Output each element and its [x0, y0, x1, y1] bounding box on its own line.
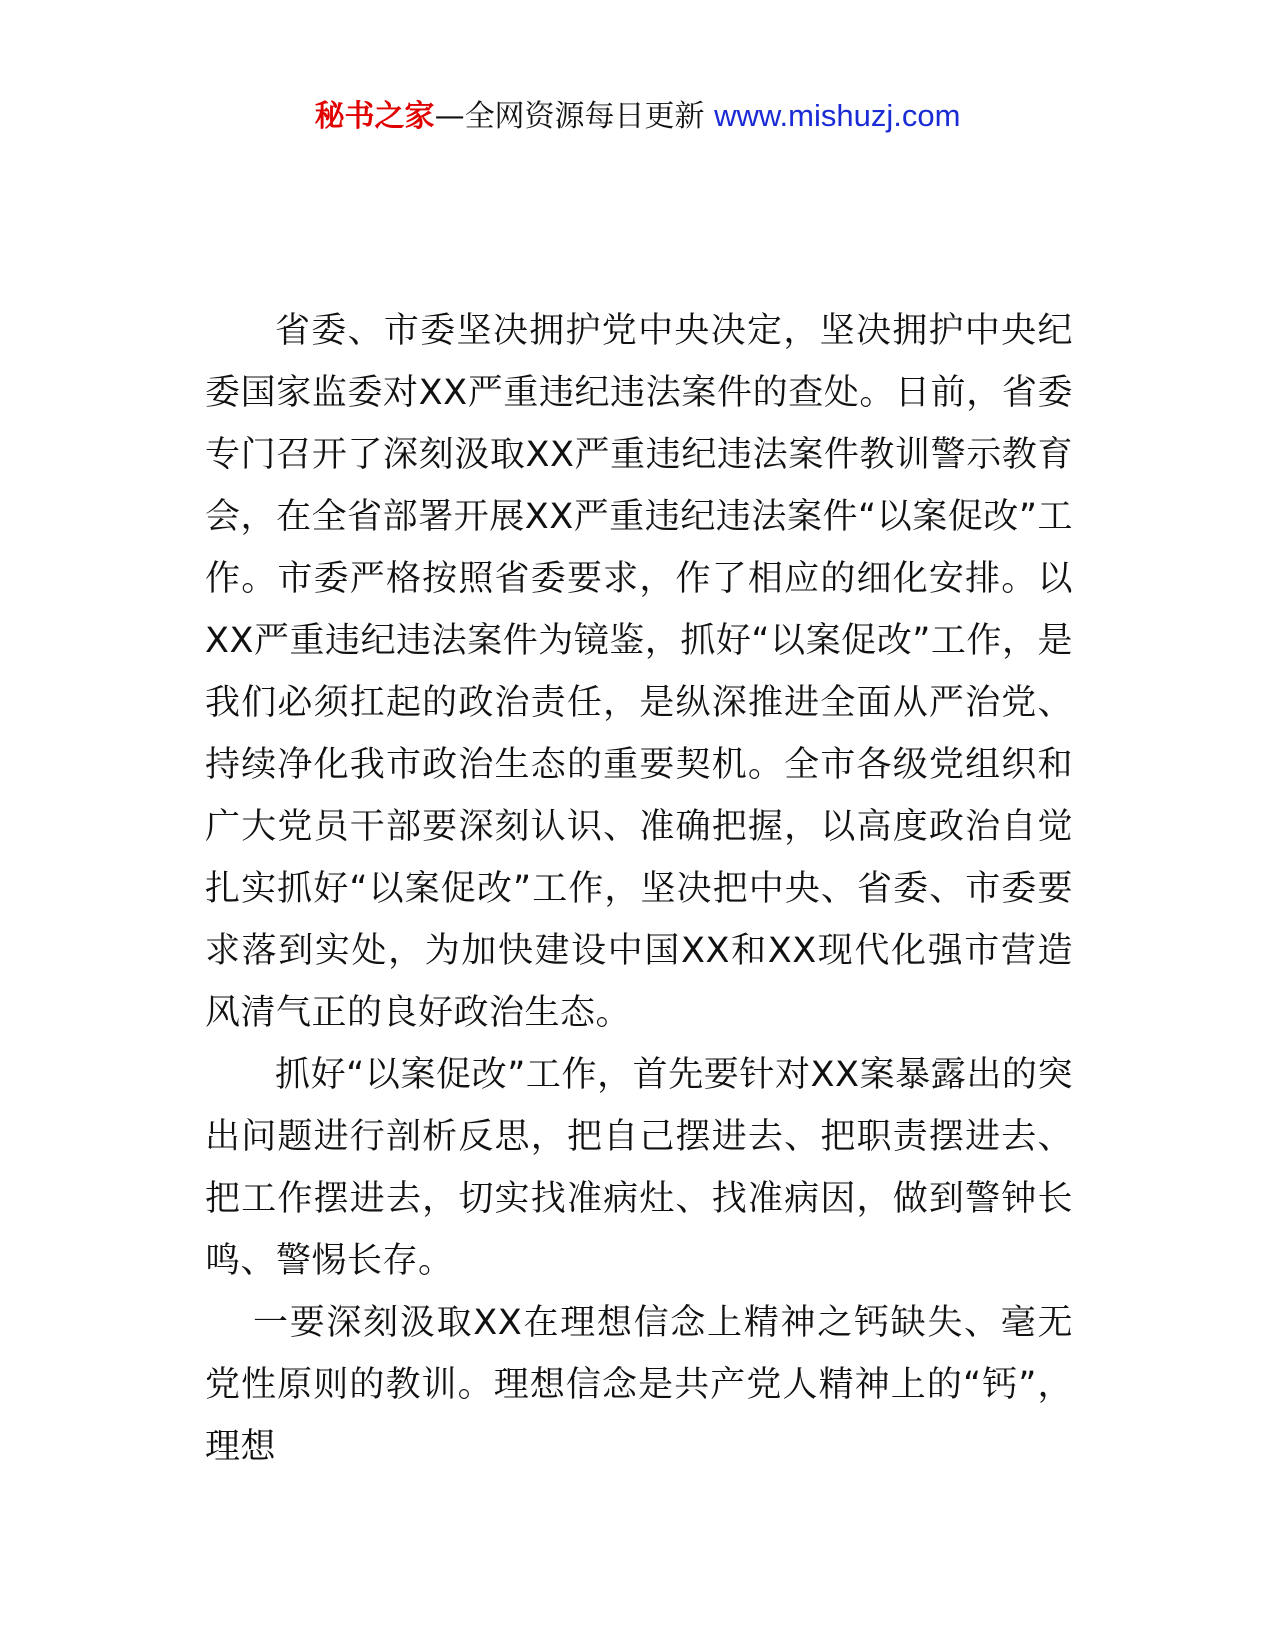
paragraph: 一要深刻汲取XX在理想信念上精神之钙缺失、毫无党性原则的教训。理想信念是共产党人精神上的“钙”，理想 — [205, 1303, 1073, 1467]
site-tagline: —全网资源每日更新 — [434, 99, 705, 134]
document-body — [205, 300, 1073, 1478]
paragraph: 抓好“以案促改”工作，首先要针对XX案暴露出的突出问题进行剖析反思，把自己摆进去、把职责摆进去、把工作摆进去，切实找准病灶、找准病因，做到警钟长鸣、警惕长存。 — [205, 1055, 1073, 1281]
site-header — [0, 96, 1275, 137]
paragraph: 省委、市委坚决拥护党中央决定，坚决拥护中央纪委国家监委对XX严重违纪违法案件的查处。日前，省委专门召开了深刻汲取XX严重违纪违法案件教训警示教育会，在全省部署开展XX严重违纪违法案件“以案促改”工作。市委严格按照省委要求，作了相应的细化安排。以XX严重违纪违法案件为镜鉴，抓好“以案促改”工作，是我们必须扛起的政治责任，是纵深推进全面从严治党、持续净化我市政治生态的重要契机。全市各级党组织和广大党员干部要深刻认识、准确把握，以高度政治自觉扎实抓好“以案促改”工作，坚决把中央、省委、市委要求落到实处，为加快建设中国XX和XX现代化强市营造风清气正的良好政治生态。 — [205, 311, 1073, 1033]
site-url-link[interactable]: www.mishuzj.com — [714, 98, 961, 133]
site-brand: 秘书之家 — [314, 99, 435, 134]
